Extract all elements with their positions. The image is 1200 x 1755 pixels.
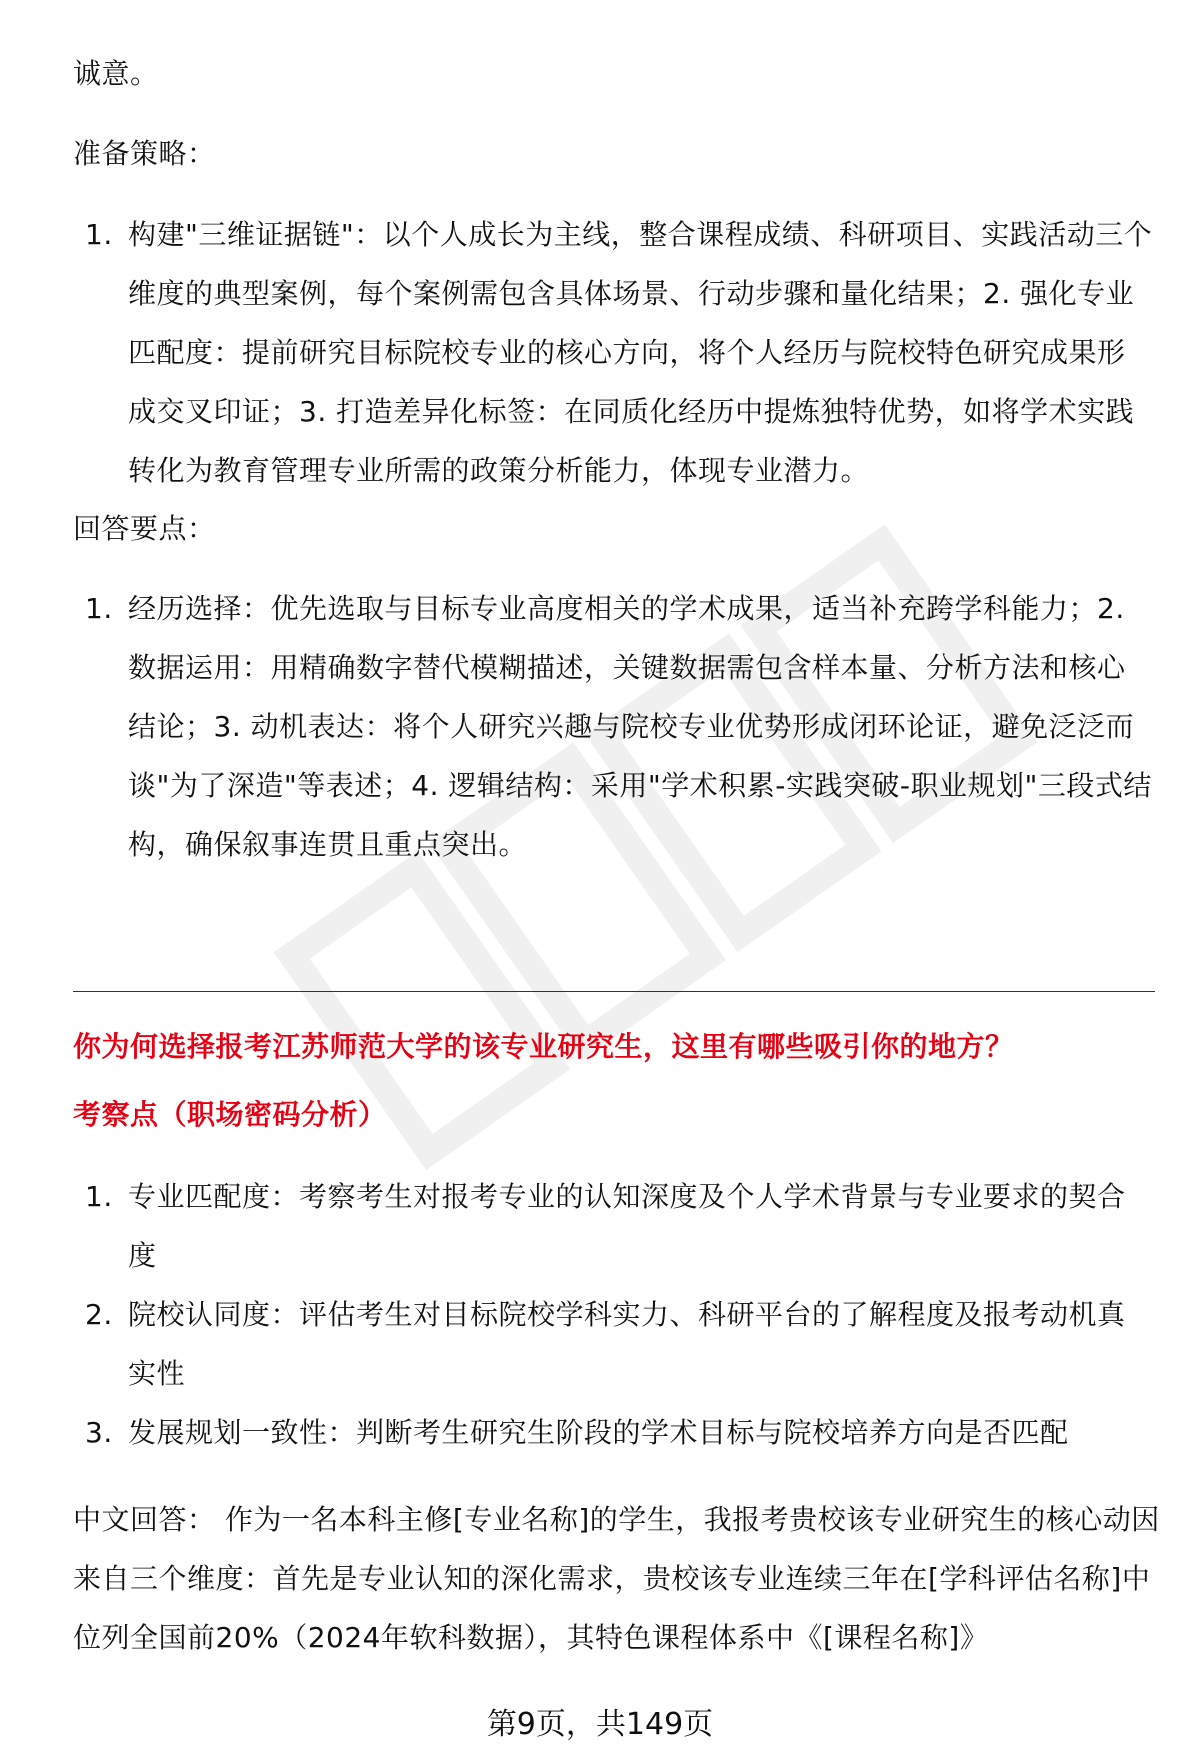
prep-strategy-list [73, 205, 1153, 500]
list-item [73, 1403, 1153, 1462]
list-number: 1. [85, 1180, 113, 1213]
list-number: 1. [85, 218, 113, 251]
prep-strategy-heading: 准备策略： [73, 137, 216, 170]
list-item-text: 发展规划一致性：判断考生研究生阶段的学术目标与院校培养方向是否匹配 [128, 1416, 1069, 1449]
chinese-answer-paragraph: 中文回答： 作为一名本科主修[专业名称]的学生，我报考贵校该专业研究生的核心动因来自三个维度：首先是专业认知的深化需求，贵校该专业连续三年在[学科评估名称]中位列全国前20%（2024年软科数据），其特色课程体系中《[课程名称]》 [73, 1503, 1160, 1654]
answer-points-list [73, 579, 1153, 874]
list-item-text: 专业匹配度：考察考生对报考专业的认知深度及个人学术背景与专业要求的契合度 [128, 1180, 1126, 1272]
section-divider [73, 991, 1155, 992]
list-item [73, 205, 1153, 500]
list-item-text: 院校认同度：评估考生对目标院校学科实力、科研平台的了解程度及报考动机真实性 [128, 1298, 1126, 1390]
list-item-text: 经历选择：优先选取与目标专业高度相关的学术成果，适当补充跨学科能力；2. 数据运用：用精确数字替代模糊描述，关键数据需包含样本量、分析方法和核心结论；3. 动机表达：将个人研究兴趣与院校专业优势形成闭环论证，避免泛泛而谈"为了深造"等表述；4. 逻辑结构：采用"学术积累-实践突破-职业规划"三段式结构，确保叙事连贯且重点突出。 [128, 592, 1152, 861]
list-item-text: 构建"三维证据链"：以个人成长为主线，整合课程成绩、科研项目、实践活动三个维度的典型案例，每个案例需包含具体场景、行动步骤和量化结果；2. 强化专业匹配度：提前研究目标院校专业的核心方向，将个人经历与院校特色研究成果形成交叉印证；3. 打造差异化标签：在同质化经历中提炼独特优势，如将学术实践转化为教育管理专业所需的政策分析能力，体现专业潜力。 [128, 218, 1153, 487]
exam-points-list [73, 1167, 1153, 1462]
continuation-text: 诚意。 [73, 57, 159, 90]
list-item [73, 1167, 1153, 1285]
list-item [73, 579, 1153, 874]
page-number: 第9页，共149页 [486, 1707, 714, 1742]
question-title: 你为何选择报考江苏师范大学的该专业研究生，这里有哪些吸引你的地方？ [73, 1030, 1014, 1063]
exam-point-heading: 考察点（职场密码分析） [73, 1098, 387, 1131]
list-number: 3. [85, 1416, 113, 1449]
list-number: 1. [85, 592, 113, 625]
list-item [73, 1285, 1153, 1403]
list-number: 2. [85, 1298, 113, 1331]
answer-points-heading: 回答要点： [73, 512, 216, 545]
